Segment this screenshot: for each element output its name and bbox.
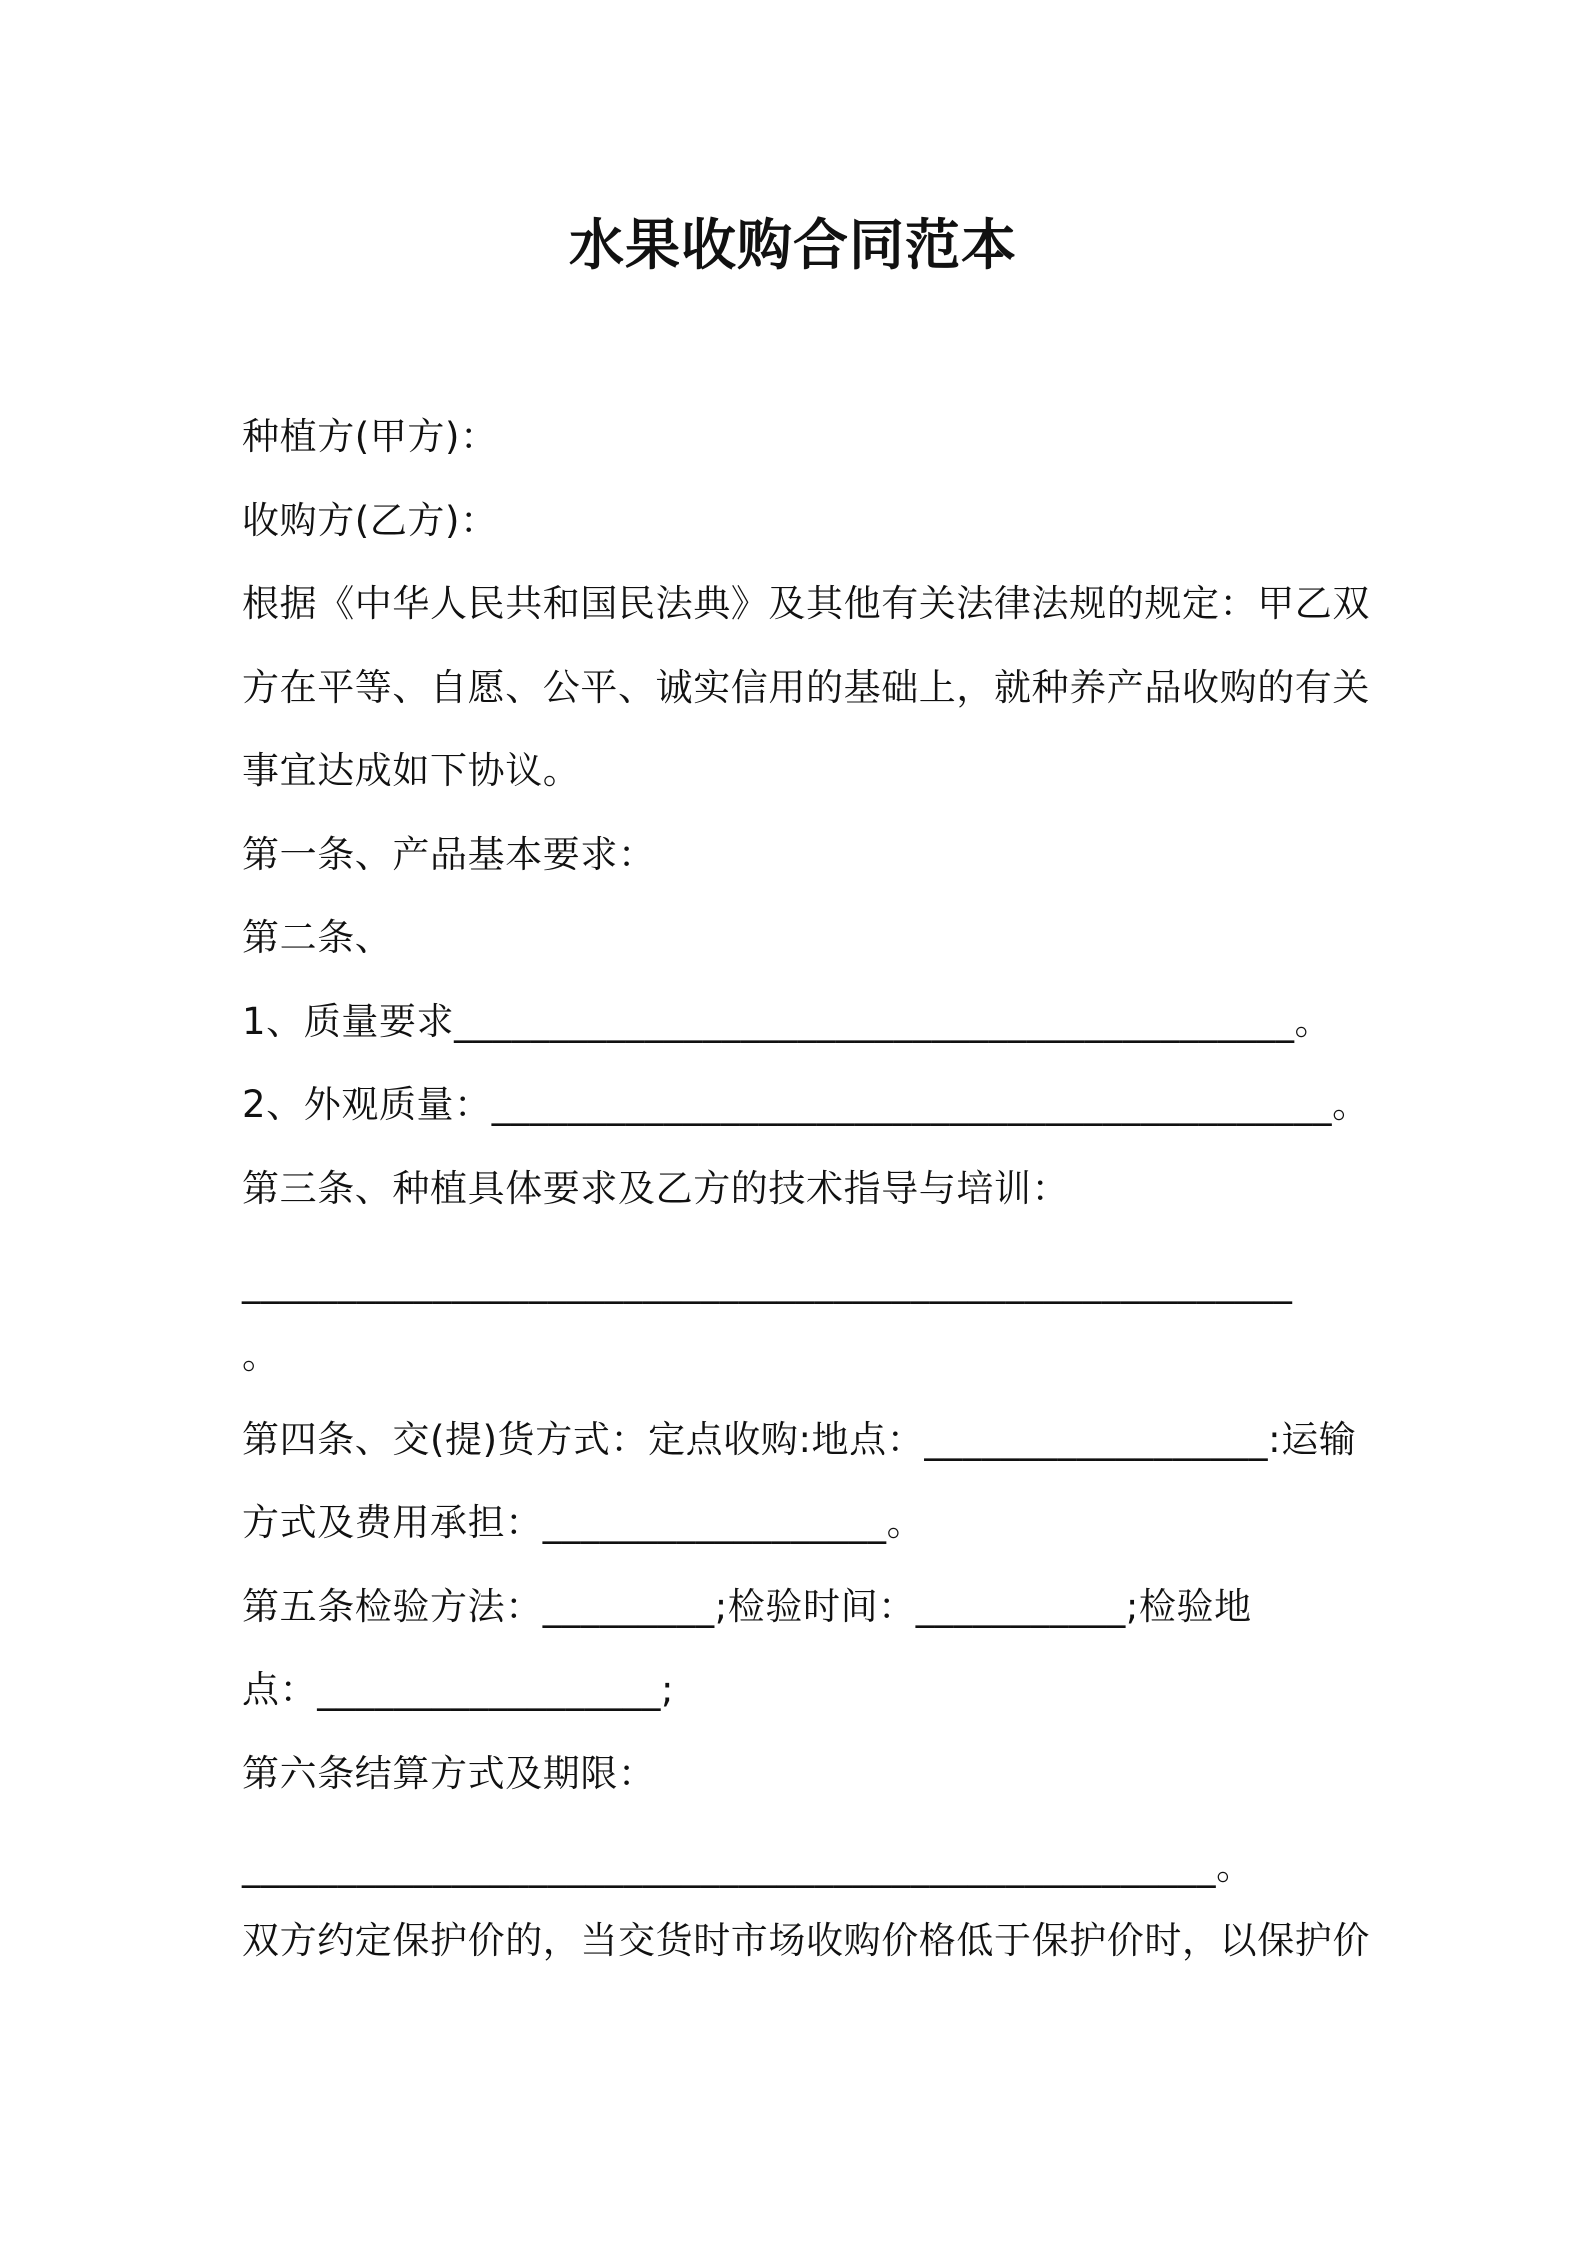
article-3-blank: _______________________________________________________ (242, 1261, 1293, 1304)
quality-requirement-line: 1、质量要求____________________________________________。 (242, 1000, 1333, 1043)
appearance-quality-line: 2、外观质量：____________________________________________。 (242, 1083, 1370, 1126)
article-3-end: 。 (242, 1334, 280, 1377)
article-4-line-2: 方式及费用承担：__________________。 (242, 1501, 925, 1544)
preamble-line-1: 根据《中华人民共和国民法典》及其他有关法律法规的规定：甲乙双 (242, 582, 1370, 625)
protection-price-line: 双方约定保护价的，当交货时市场收购价格低于保护价时，以保护价 (242, 1919, 1370, 1962)
article-4-line-1: 第四条、交(提)货方式：定点收购:地点：__________________:运输 (242, 1418, 1357, 1461)
article-5-line-1: 第五条检验方法：_________;检验时间：___________;检验地 (242, 1585, 1252, 1628)
article-6-blank: ___________________________________________________。 (242, 1845, 1254, 1888)
article-6-heading: 第六条结算方式及期限： (242, 1752, 656, 1795)
party-b-line: 收购方(乙方)： (242, 499, 498, 542)
preamble-line-2: 方在平等、自愿、公平、诚实信用的基础上，就种养产品收购的有关 (242, 666, 1370, 709)
preamble-line-3: 事宜达成如下协议。 (242, 749, 581, 792)
article-3-heading: 第三条、种植具体要求及乙方的技术指导与培训： (242, 1167, 1070, 1210)
article-5-line-2: 点：__________________; (242, 1668, 675, 1711)
article-1-heading: 第一条、产品基本要求： (242, 833, 656, 876)
article-2-heading: 第二条、 (242, 916, 393, 959)
party-a-line: 种植方(甲方)： (242, 415, 498, 458)
document-title: 水果收购合同范本 (568, 213, 1017, 277)
